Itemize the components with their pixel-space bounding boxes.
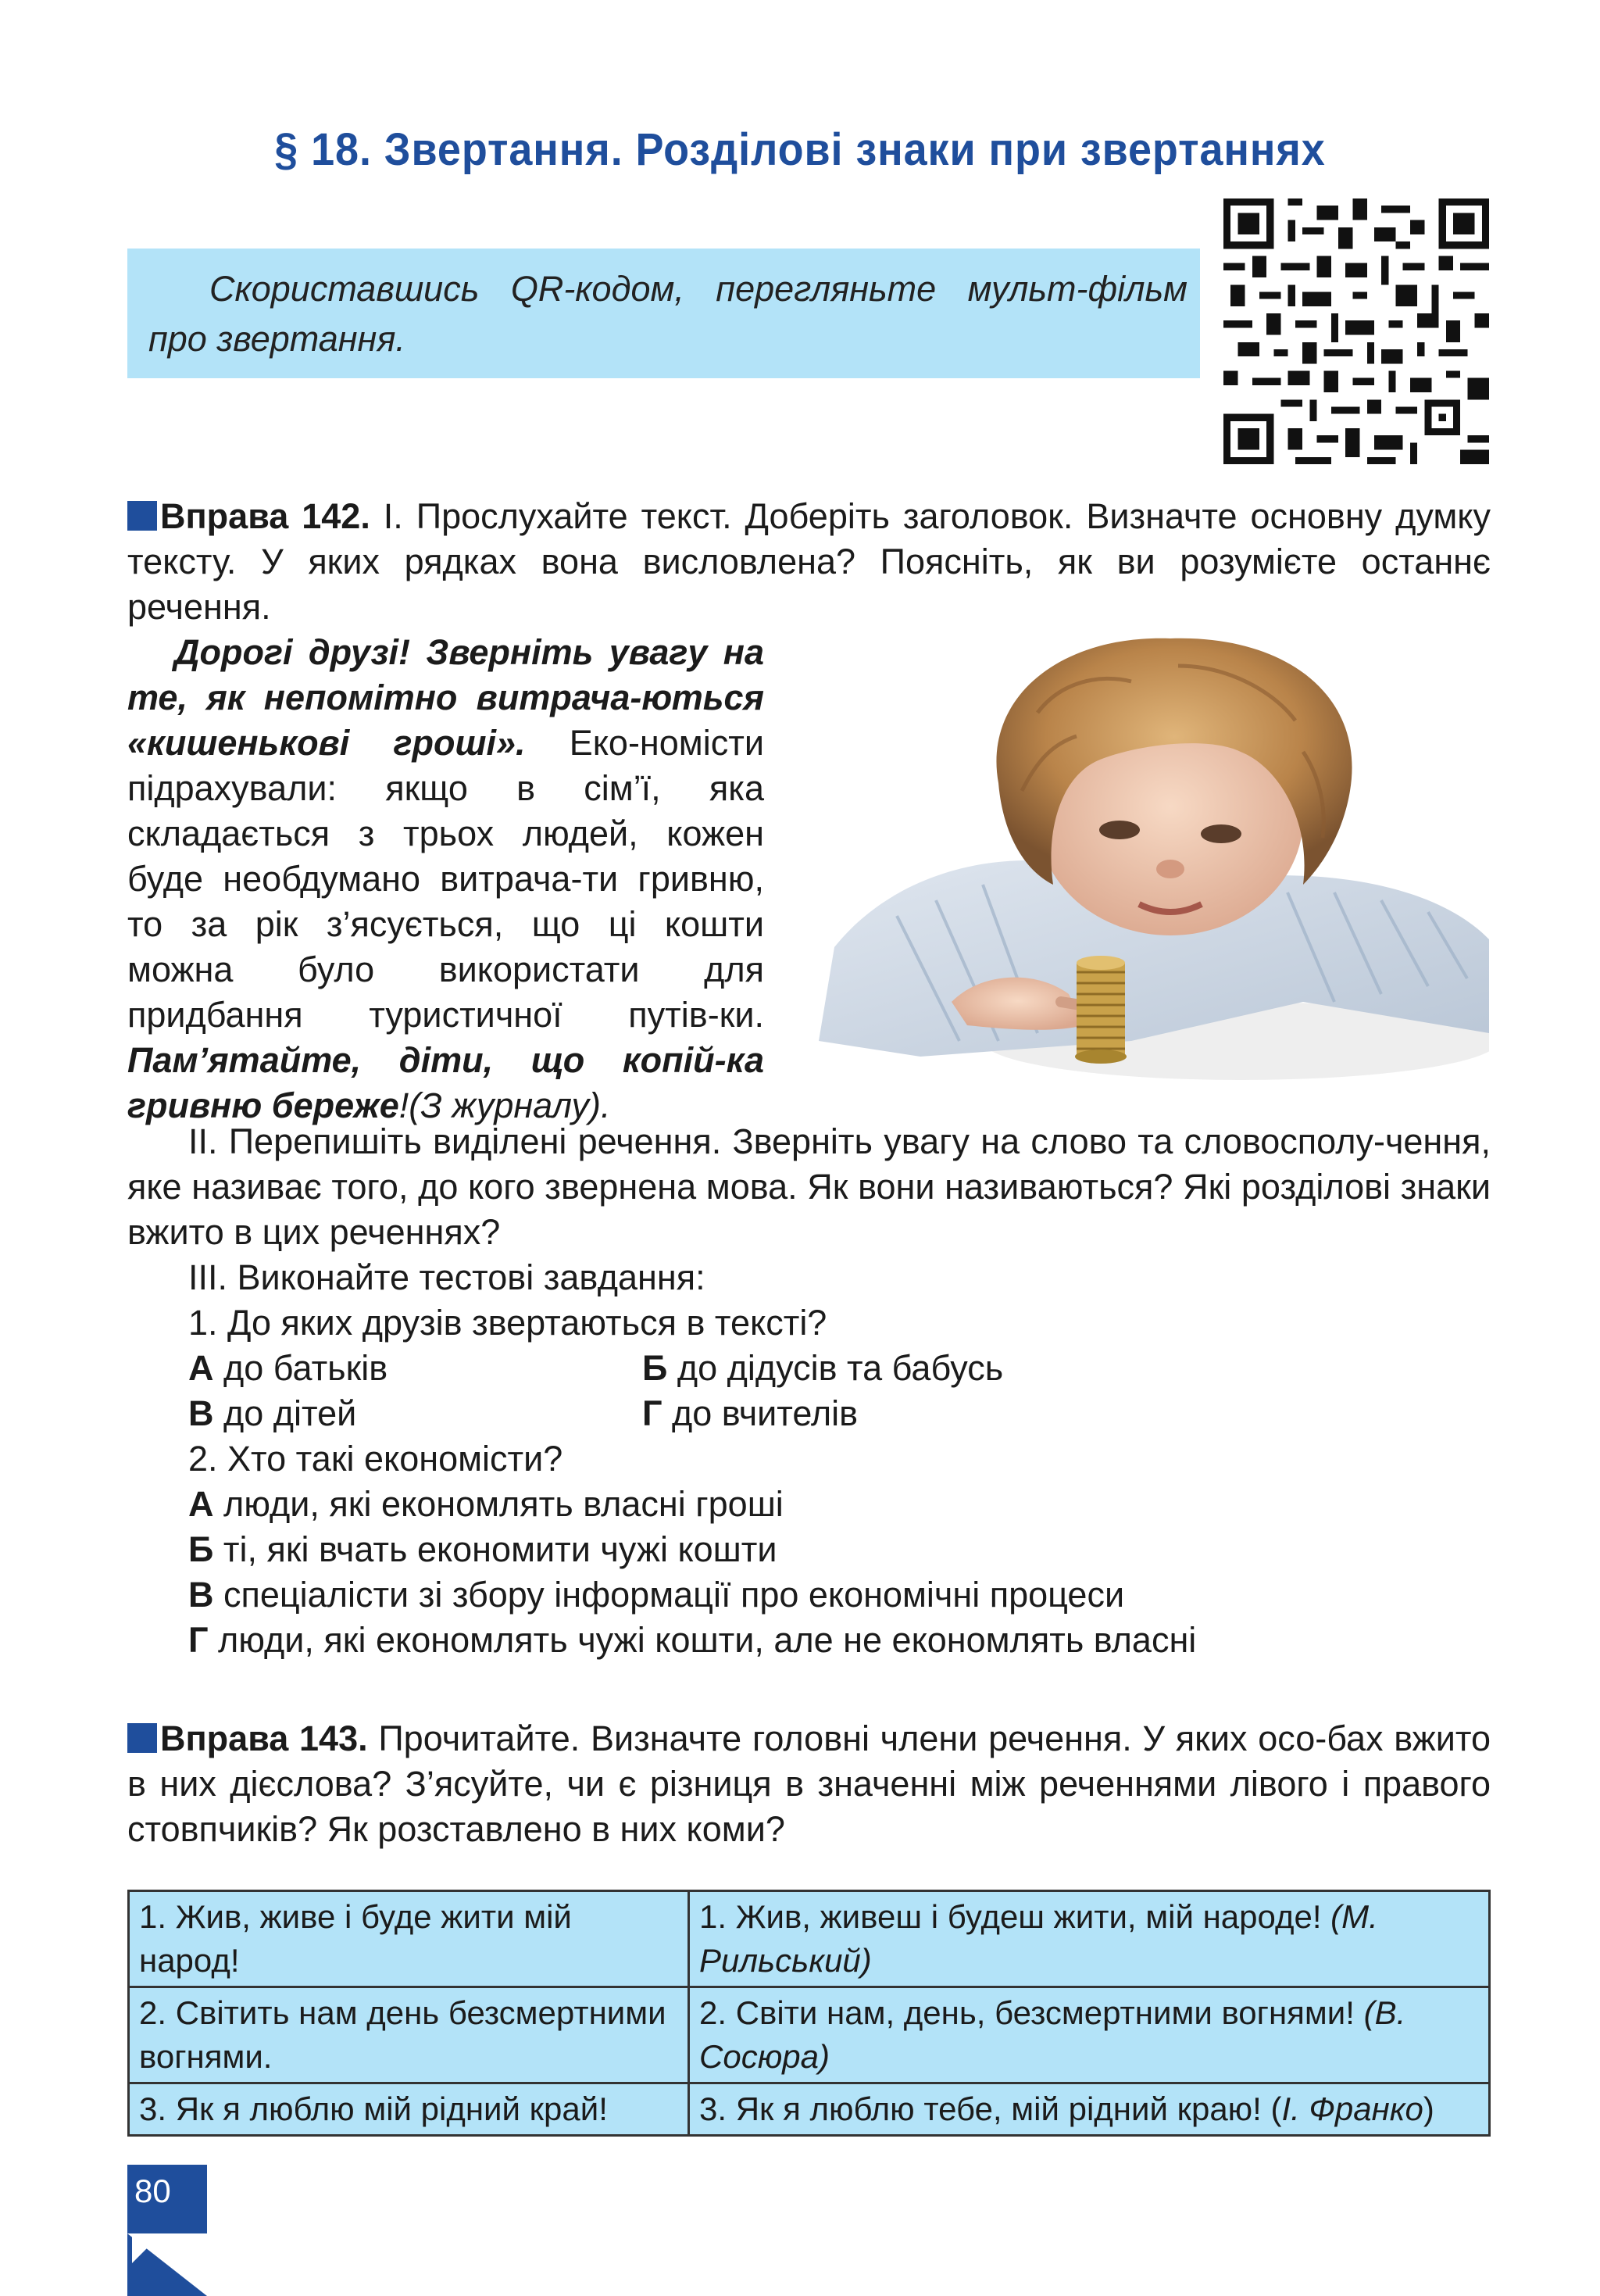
exercise-142-label: Вправа 142. xyxy=(160,496,370,536)
exercise-142-task-2: ІІ. Перепишіть виділені речення. Зверніть увагу на слово та словосполу-чення, яке називає того, до кого звернена мова. Як вони називаються? Які розділові знаки вжито в цих реченнях? xyxy=(127,1121,1491,1252)
q1-option-g: Г до вчителів xyxy=(642,1393,859,1433)
table-cell-left: 1. Жив, живе і буде жити мій народ! xyxy=(129,1891,689,1987)
qr-code-icon[interactable] xyxy=(1222,198,1491,464)
table-cell-left: 3. Як я люблю мій рідний край! xyxy=(129,2083,689,2136)
table-cell-right: 2. Світи нам, день, безсмертними вогнями! (В. Сосюра) xyxy=(689,1987,1490,2083)
bullet-square-icon xyxy=(127,1723,157,1753)
page-corner-arrow-icon xyxy=(127,2233,207,2296)
q2-option-g: Г люди, які економлять чужі кошти, але не економлять власні xyxy=(188,1620,1197,1660)
table-row xyxy=(129,2083,1490,2136)
qr-note-text: Скориставшись QR-кодом, перегляньте мульт-фільм про звертання. xyxy=(148,269,1188,359)
section-title: § 18. Звертання. Розділові знаки при звертаннях xyxy=(274,124,1326,175)
table-row xyxy=(129,1987,1490,2083)
exercise-143-label: Вправа 143. xyxy=(160,1718,368,1758)
table-cell-right: 3. Як я люблю тебе, мій рідний краю! (І. Франко) xyxy=(689,2083,1490,2136)
exercise-142-task-3: ІІІ. Виконайте тестові завдання: xyxy=(188,1257,705,1297)
question-2: 2. Хто такі економісти? xyxy=(188,1439,563,1479)
child-counting-coins-photo xyxy=(803,635,1489,1094)
bullet-square-icon xyxy=(127,501,157,531)
exercise-142-task-1: Вправа 142. І. Прослухайте текст. Доберіть заголовок. Визначте основну думку тексту. У яких рядках вона висловлена? Поясніть, як ви розумієте останнє речення. xyxy=(127,496,1491,627)
table-cell-right: 1. Жив, живеш і будеш жити, мій народе! (М. Рильський) xyxy=(689,1891,1490,1987)
table-cell-left: 2. Світить нам день безсмертними вогнями. xyxy=(129,1987,689,2083)
exercise-142-text: Дорогі друзі! Зверніть увагу на те, як непомітно витрача-ються «кишенькові гроші». Еко-номісти підрахували: якщо в сім’ї, яка складається з трьох людей, кожен буде необдумано витрача-ти гривню, то за рік з’ясується, що ці кошти можна було використати для придбання туристичної путів-ки. Пам’ятайте, діти, що копій-ка гривню береже!(З журналу). xyxy=(127,632,764,1125)
q1-option-b: Б до дідусів та бабусь xyxy=(642,1348,1004,1388)
q1-option-a: А до батьків xyxy=(188,1348,388,1388)
q2-option-a: А люди, які економлять власні гроші xyxy=(188,1484,784,1524)
q2-option-v: В спеціалісти зі збору інформації про економічні процеси xyxy=(188,1575,1125,1615)
exercise-143-task: Вправа 143. Прочитайте. Визначте головні члени речення. У яких осо-бах вжито в них дієслова? З’ясуйте, чи є різниця в значенні між реченнями лівого і правого стовпчиків? Як розставлено в них коми? xyxy=(127,1718,1491,1849)
page-number: 80 xyxy=(134,2173,171,2209)
sentence-comparison-table xyxy=(127,1890,1491,2137)
question-1: 1. До яких друзів звертаються в тексті? xyxy=(188,1303,827,1343)
table-row xyxy=(129,1891,1490,1987)
q2-option-b: Б ті, які вчать економити чужі кошти xyxy=(188,1529,777,1569)
q1-option-v: В до дітей xyxy=(188,1393,357,1433)
